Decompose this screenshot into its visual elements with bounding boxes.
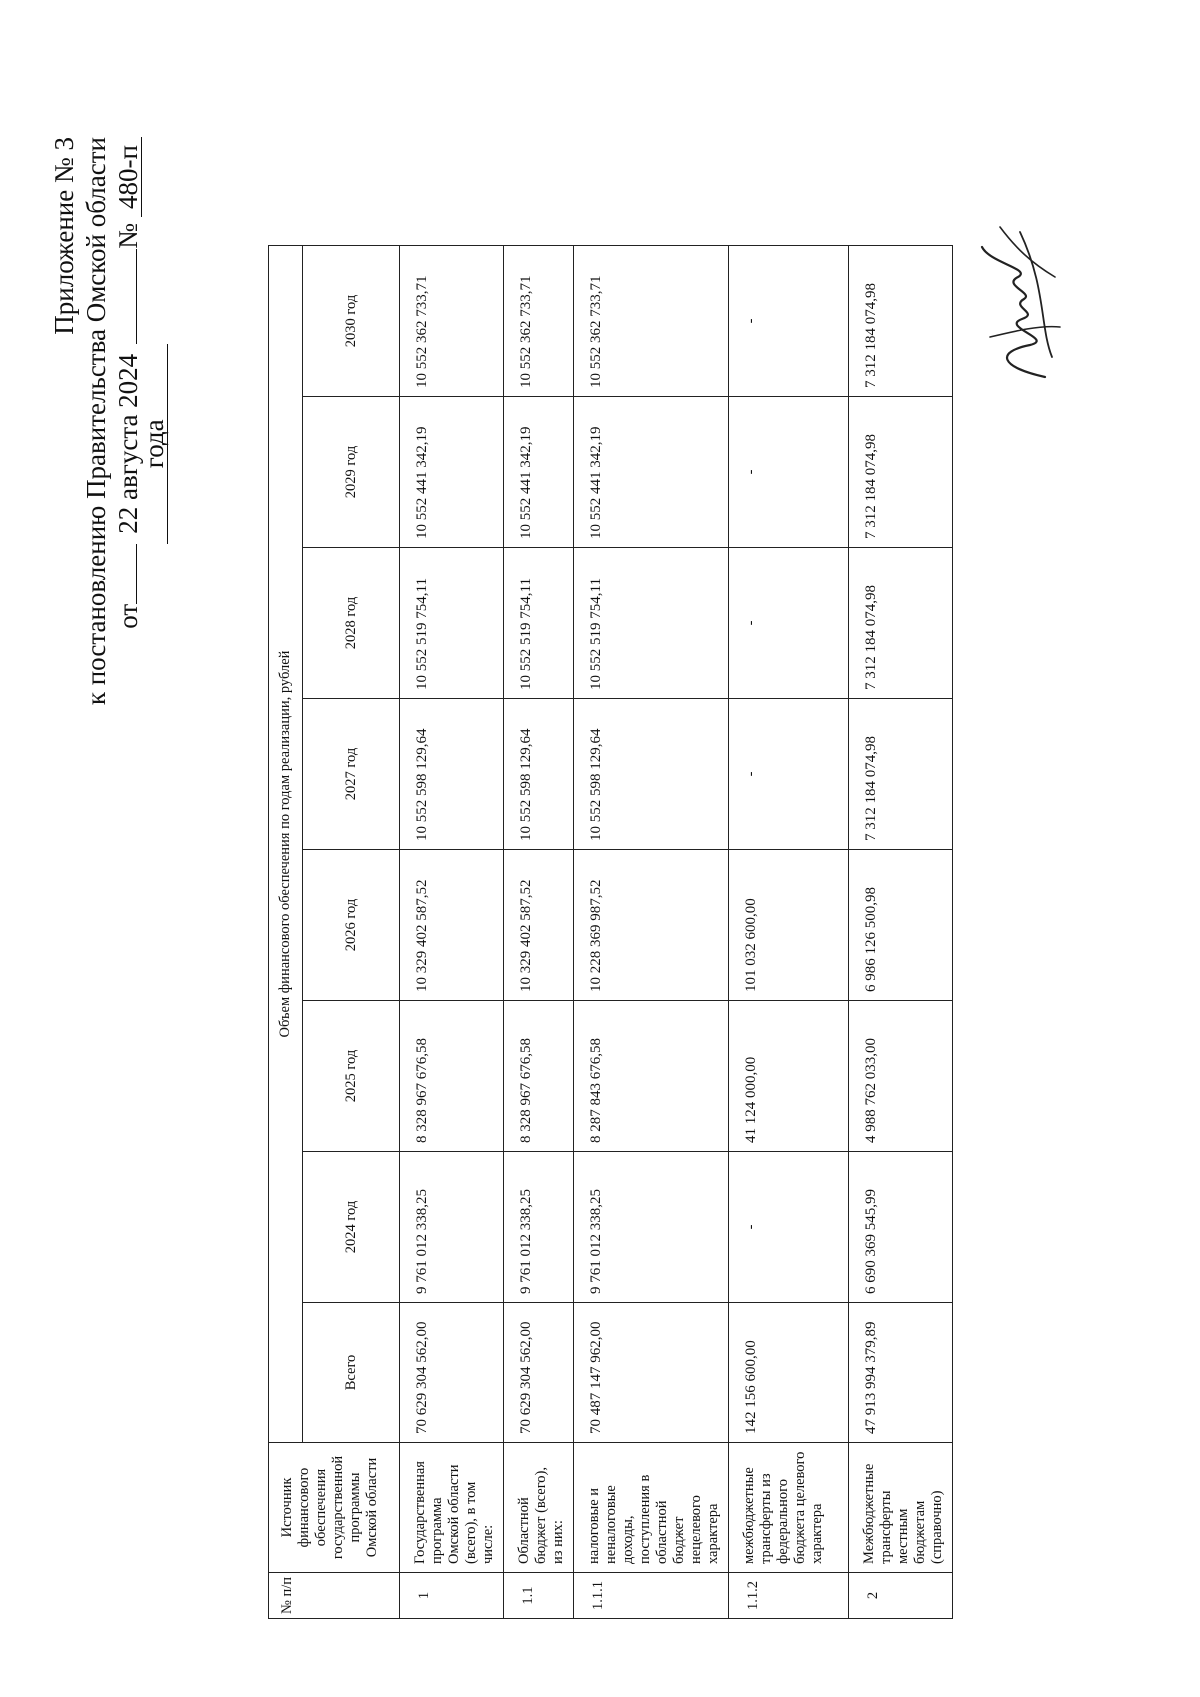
table-row xyxy=(504,246,574,1619)
cell-2028: 7 312 184 074,98 xyxy=(849,548,953,699)
cell-2028: 10 552 519 754,11 xyxy=(574,548,729,699)
cell-2024: 9 761 012 338,25 xyxy=(400,1152,504,1303)
handwritten-signature-icon xyxy=(960,217,1080,397)
row-no: 2 xyxy=(849,1573,953,1619)
cell-2025: 8 328 967 676,58 xyxy=(504,1001,574,1152)
cell-2030: 10 552 362 733,71 xyxy=(574,246,729,397)
from-label: от xyxy=(113,603,143,629)
cell-2027: 10 552 598 129,64 xyxy=(574,699,729,850)
appendix-subtitle: к постановлению Правительства Омской области xyxy=(81,137,111,706)
cell-2024: 6 690 369 545,99 xyxy=(849,1152,953,1303)
cell-2027: - xyxy=(729,699,849,850)
cell-2026: 101 032 600,00 xyxy=(729,850,849,1001)
row-no: 1.1.2 xyxy=(729,1573,849,1619)
cell-2025: 8 328 967 676,58 xyxy=(400,1001,504,1152)
cell-2024: 9 761 012 338,25 xyxy=(574,1152,729,1303)
row-source: Межбюджетные трансферты местным бюджетам (справочно) xyxy=(849,1443,953,1573)
cell-2026: 6 986 126 500,98 xyxy=(849,850,953,1001)
cell-total: 47 913 994 379,89 xyxy=(849,1303,953,1443)
table-row xyxy=(729,246,849,1619)
cell-2027: 10 552 598 129,64 xyxy=(504,699,574,850)
col-header-2028: 2028 год xyxy=(303,548,400,699)
cell-2026: 10 228 369 987,52 xyxy=(574,850,729,1001)
cell-2029: 10 552 441 342,19 xyxy=(504,397,574,548)
table-row xyxy=(574,246,729,1619)
appendix-title: Приложение № 3 xyxy=(49,137,79,335)
cell-2025: 41 124 000,00 xyxy=(729,1001,849,1152)
row-source: межбюджетные трансферты из федерального бюджета целевого характера xyxy=(729,1443,849,1573)
row-no: 1.1 xyxy=(504,1573,574,1619)
cell-2029: - xyxy=(729,397,849,548)
table-row xyxy=(849,246,953,1619)
cell-2024: 9 761 012 338,25 xyxy=(504,1152,574,1303)
decree-date: 22 августа 2024 года xyxy=(115,344,168,544)
cell-total: 70 487 147 962,00 xyxy=(574,1303,729,1443)
cell-2028: 10 552 519 754,11 xyxy=(504,548,574,699)
cell-2024: - xyxy=(729,1152,849,1303)
cell-2029: 10 552 441 342,19 xyxy=(574,397,729,548)
cell-2025: 4 988 762 033,00 xyxy=(849,1001,953,1152)
cell-2028: 10 552 519 754,11 xyxy=(400,548,504,699)
col-header-2029: 2029 год xyxy=(303,397,400,548)
col-header-2024: 2024 год xyxy=(303,1152,400,1303)
cell-2027: 7 312 184 074,98 xyxy=(849,699,953,850)
row-no: 1.1.1 xyxy=(574,1573,729,1619)
col-header-source: Источник финансового обеспечения государственной программы Омской области xyxy=(269,1443,400,1573)
cell-total: 70 629 304 562,00 xyxy=(504,1303,574,1443)
cell-2030: 10 552 362 733,71 xyxy=(504,246,574,397)
col-header-2027: 2027 год xyxy=(303,699,400,850)
cell-2027: 10 552 598 129,64 xyxy=(400,699,504,850)
date-suffix-line xyxy=(112,249,137,344)
row-source: Государственная программа Омской области (всего), в том числе: xyxy=(400,1443,504,1573)
col-header-volume-group: Объем финансового обеспечения по годам реализации, рублей xyxy=(269,246,303,1443)
col-header-2030: 2030 год xyxy=(303,246,400,397)
cell-2026: 10 329 402 587,52 xyxy=(400,850,504,1001)
cell-2030: 10 552 362 733,71 xyxy=(400,246,504,397)
cell-2030: 7 312 184 074,98 xyxy=(849,246,953,397)
cell-total: 142 156 600,00 xyxy=(729,1303,849,1443)
cell-total: 70 629 304 562,00 xyxy=(400,1303,504,1443)
cell-2029: 10 552 441 342,19 xyxy=(400,397,504,548)
cell-2029: 7 312 184 074,98 xyxy=(849,397,953,548)
col-header-no: № п/п xyxy=(269,1573,400,1619)
cell-2028: - xyxy=(729,548,849,699)
cell-2030: - xyxy=(729,246,849,397)
col-header-2025: 2025 год xyxy=(303,1001,400,1152)
row-no: 1 xyxy=(400,1573,504,1619)
appendix-date-line xyxy=(112,137,168,757)
cell-2026: 10 329 402 587,52 xyxy=(504,850,574,1001)
financing-table xyxy=(268,245,953,1619)
appendix-header xyxy=(48,137,168,757)
col-header-2026: 2026 год xyxy=(303,850,400,1001)
row-source: Областной бюджет (всего), из них: xyxy=(504,1443,574,1573)
table-row xyxy=(400,246,504,1619)
decree-number: 480-п xyxy=(115,137,142,217)
col-header-total: Всего xyxy=(303,1303,400,1443)
row-source: налоговые и неналоговые доходы, поступления в областной бюджет нецелевого характера xyxy=(574,1443,729,1573)
number-label: № xyxy=(113,223,143,249)
cell-2025: 8 287 843 676,58 xyxy=(574,1001,729,1152)
date-prefix-line xyxy=(112,544,137,604)
